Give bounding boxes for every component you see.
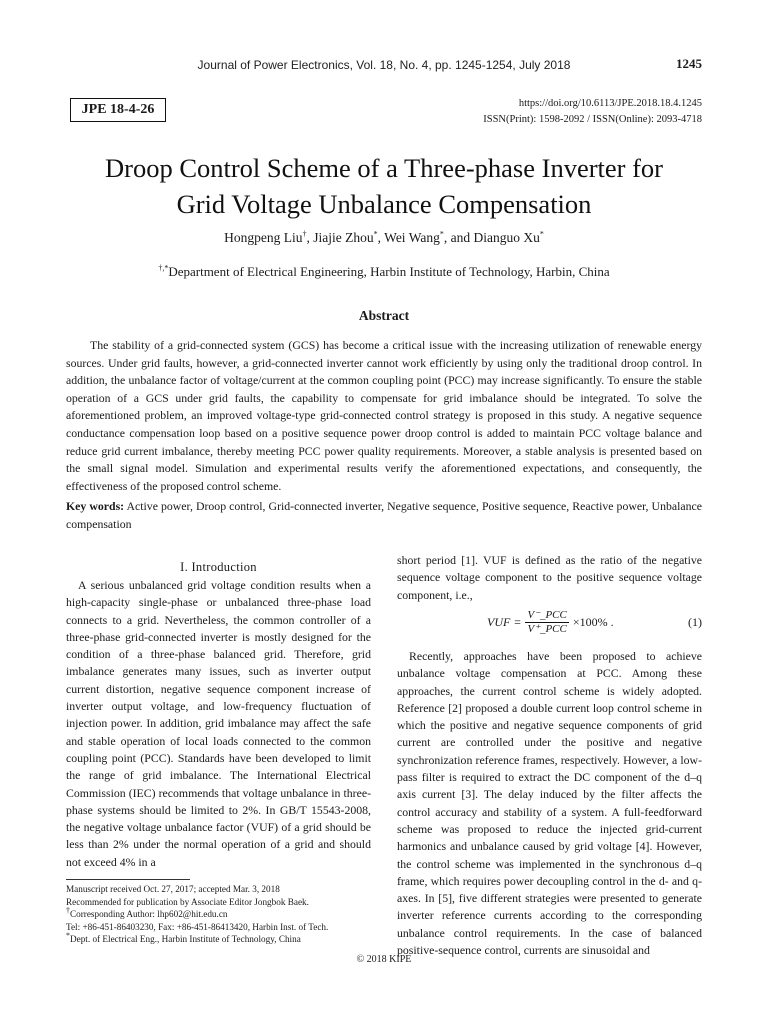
- author-name: Dianguo Xu: [473, 230, 540, 245]
- equation-1: [487, 609, 614, 636]
- author-name: Wei Wang: [384, 230, 440, 245]
- body-column-right-bottom: Recently, approaches have been proposed to achieve unbalance voltage compensation at PCC. Among these approaches, the current control scheme is widely adopted. Reference [2] proposed a double current loop control scheme in which the positive and negative sequence components of grid current are controlled under the positive and negative synchronization reference frames, respectively. However, a low-pass filter is required to extract the DC component of the d–q axis current [3]. The delay induced by the filter affects the control accuracy and stability of a system. A full-feedforward scheme was proposed to reduce the injected grid-current harmonics and unbalance caused by grid voltage [4]. However, the control scheme was implemented in the synchronous d–q frame, which requires power decoupling control in the d- and q-axes. In [5], five different strategies were presented to generate inverter reference currents according to the corresponding unbalance control requirements. In the case of balanced positive-sequence control, currents are sinusoidal and: [397, 649, 702, 958]
- author-mark: *: [373, 229, 378, 239]
- affiliation-mark: †,*: [158, 263, 169, 273]
- author-list: [0, 230, 768, 246]
- issn-line: ISSN(Print): 1598-2092 / ISSN(Online): 2093-4718: [483, 114, 702, 125]
- footnote-line: [66, 908, 386, 921]
- author-mark: *: [439, 229, 444, 239]
- body-column-right-top: short period [1]. VUF is defined as the ratio of the negative sequence voltage component to the positive sequence voltage component, i.e.,: [397, 553, 702, 602]
- doi-block: [483, 96, 702, 128]
- running-head: Journal of Power Electronics, Vol. 18, No. 4, pp. 1245-1254, July 2018: [197, 58, 571, 72]
- author-sep: , and: [443, 230, 474, 245]
- section-heading: I. Introduction: [180, 560, 257, 574]
- author-sep: ,: [377, 230, 385, 245]
- affiliation: [0, 264, 768, 280]
- doi-link[interactable]: https://doi.org/10.6113/JPE.2018.18.4.1245: [518, 98, 702, 109]
- title-line-1: Droop Control Scheme of a Three-phase Inverter for: [104, 153, 663, 183]
- author-mark: †: [302, 229, 307, 239]
- equation-rhs: ×100% .: [572, 615, 614, 629]
- footnote-text: Tel: +86-451-86403230, Fax: +86-451-86413420, Harbin Inst. of Tech.: [66, 921, 329, 932]
- equation-lhs: VUF =: [487, 615, 522, 629]
- equation-number: (1): [688, 615, 702, 629]
- author-sep: ,: [306, 230, 314, 245]
- footnote-line: [66, 933, 386, 946]
- jpe-code-box: JPE 18-4-26: [70, 98, 166, 122]
- keywords: [66, 498, 702, 533]
- body-column-left: A serious unbalanced grid voltage condition results when a high-capacity single-phase or unbalanced three-phase load connects to a grid. Nevertheless, the common controller of a three-phase grid-connected inverter is mostly designed for the condition of a three-phase balanced grid. Therefore, grid imbalance generates many issues, such as inverter output current distortion, negative sequence component increase of inverter output voltage, and low-frequency fluctuation of injection power. In addition, grid imbalance may affect the safe and stable operation of local loads connected to the common coupling point (PCC). Standards have been developed to limit the range of grid imbalance. The International Electrical Commission (IEC) recommends that voltage unbalance in three-phase systems should be limited to 2%. In GB/T 15543-2008, the negative voltage unbalance factor (VUF) of a grid should be less than 2% under the normal operation of a grid and should not exceed 4% in a: [66, 578, 371, 869]
- footnote-text[interactable]: Corresponding Author: lhp602@hit.edu.cn: [70, 909, 228, 920]
- copyright: © 2018 KIPE: [356, 954, 412, 965]
- affiliation-text: Department of Electrical Engineering, Harbin Institute of Technology, Harbin, China: [168, 264, 610, 279]
- footnote-text: Recommended for publication by Associate Editor Jongbok Baek.: [66, 896, 309, 907]
- page-number: 1245: [676, 56, 702, 71]
- footnote-line: [66, 883, 386, 896]
- footnote-text: Dept. of Electrical Eng., Harbin Institute of Technology, China: [70, 934, 301, 945]
- keywords-label: Key words:: [66, 499, 125, 513]
- title-line-2: Grid Voltage Unbalance Compensation: [176, 189, 592, 219]
- footnote-mark: *: [66, 931, 70, 941]
- footnote-divider: [66, 879, 190, 880]
- footnote-text: Manuscript received Oct. 27, 2017; accepted Mar. 3, 2018: [66, 884, 280, 894]
- abstract-heading: Abstract: [358, 308, 410, 323]
- author-name: Jiajie Zhou: [313, 230, 374, 245]
- author-mark: *: [539, 229, 544, 239]
- footnote-line: [66, 896, 386, 909]
- author-name: Hongpeng Liu: [224, 230, 303, 245]
- footnotes: [66, 883, 386, 946]
- footnote-line: [66, 921, 386, 934]
- keywords-text: Active power, Droop control, Grid-connected inverter, Negative sequence, Positive sequence, Reactive power, Unbalance compensation: [66, 499, 702, 531]
- equation-numerator: V⁻_PCC: [527, 609, 567, 621]
- abstract-text: The stability of a grid-connected system (GCS) has become a critical issue with the increasing utilization of renewable energy sources. Under grid faults, however, a grid-connected inverter cannot work efficiently by using only the traditional droop control. In addition, the unbalance factor of voltage/current at the common coupling point (PCC) may increase significantly. To ensure the stable operation of a GCS under grid faults, the capability to compensate for grid imbalance should be integrated. To solve the aforementioned problem, an improved voltage-type grid-connected control strategy is proposed in this study. A negative sequence conductance compensation loop based on a positive sequence power droop control is added to maintain PCC voltage balance and reduce grid current imbalance, thereby meeting PCC power quality requirements. Moreover, a stable analysis is presented based on the small signal model. Simulation and experimental results verify the aforementioned expectations, and consequently, the effectiveness of the proposed control scheme.: [66, 338, 702, 493]
- footnote-mark: †: [66, 906, 70, 916]
- equation-fraction: [525, 609, 568, 636]
- paper-title: [40, 150, 728, 222]
- equation-denominator: V⁺_PCC: [527, 623, 567, 635]
